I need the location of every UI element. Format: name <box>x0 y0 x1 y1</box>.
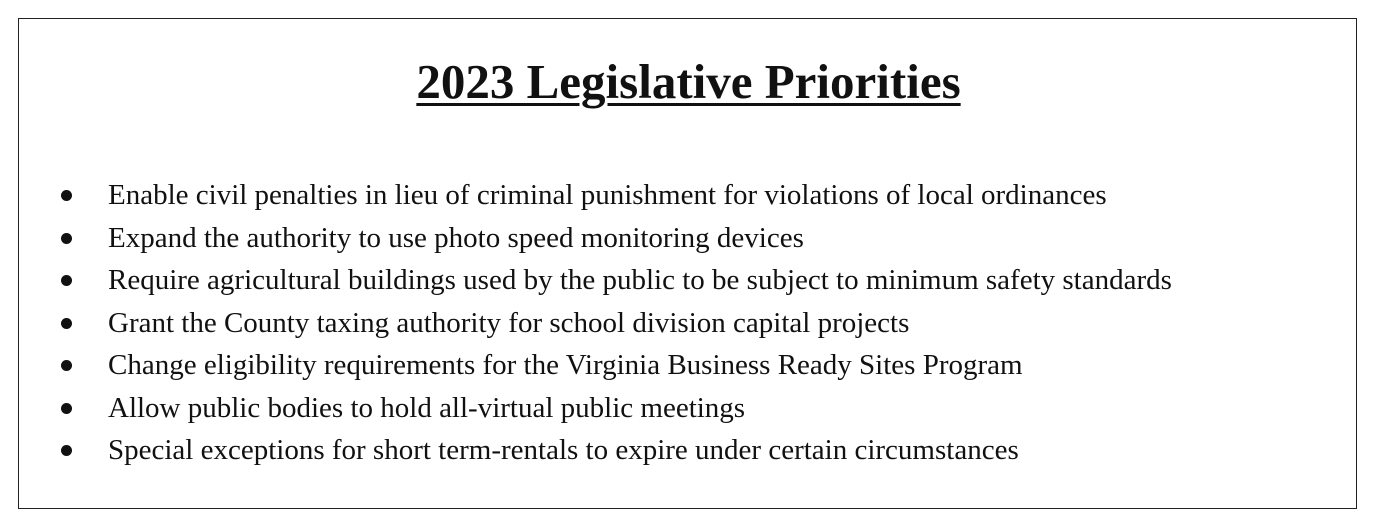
list-item-text: Change eligibility requirements for the Virginia Business Ready Sites Program <box>108 349 1023 381</box>
bullet-dot-icon <box>61 190 72 201</box>
list-item-text: Allow public bodies to hold all-virtual public meetings <box>108 391 746 424</box>
bullet-dot-icon <box>61 403 72 414</box>
list-item-text: Enable civil penalties in lieu of criminal punishment for violations of local ordinances <box>108 179 1107 211</box>
page-title-text: 2023 Legislative Priorities <box>416 54 961 109</box>
list-item-text: Require agricultural buildings used by the public to be subject to minimum safety standards <box>108 264 1172 296</box>
list-item-text: Expand the authority to use photo speed monitoring devices <box>108 221 804 254</box>
bullet-dot-icon <box>61 445 72 456</box>
page-title <box>0 52 1377 112</box>
list-item-text: Special exceptions for short term-rentals to expire under certain circumstances <box>108 434 1019 466</box>
list-item-text: Grant the County taxing authority for school division capital projects <box>108 306 910 339</box>
bullet-dot-icon <box>61 233 72 244</box>
bullet-dot-icon <box>61 360 72 371</box>
bullet-dot-icon <box>61 275 72 286</box>
bullet-dot-icon <box>61 318 72 329</box>
